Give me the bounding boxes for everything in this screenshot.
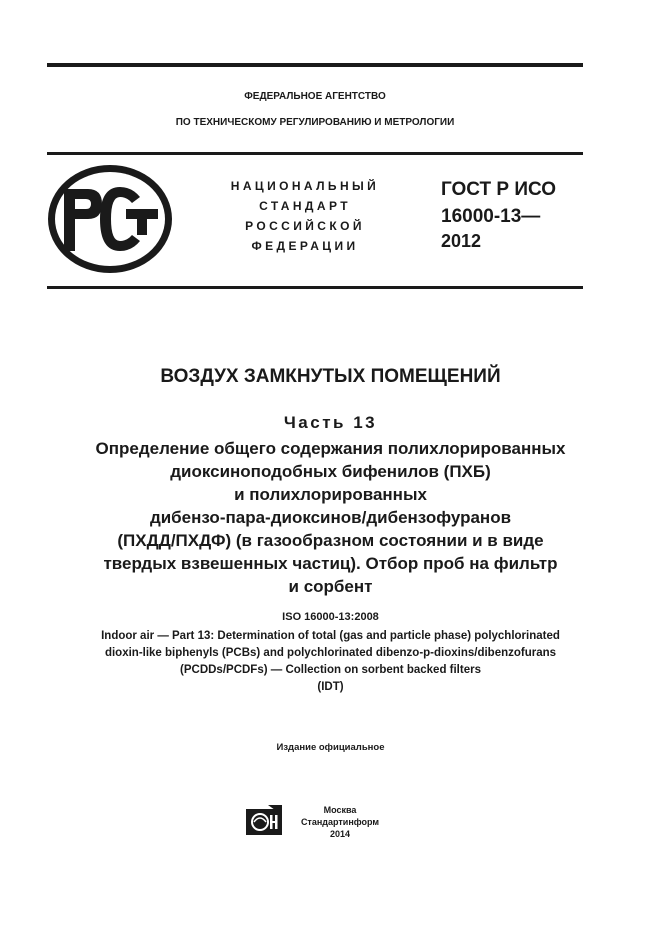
subtitle-line: и сорбент bbox=[288, 577, 373, 596]
edition-note: Издание официальное bbox=[276, 742, 385, 753]
designation-line-1: ГОСТ Р ИСО bbox=[441, 179, 557, 200]
rst-logo-icon bbox=[44, 161, 176, 277]
designation-line-2: 16000-13— bbox=[441, 206, 541, 227]
english-title-line: dioxin-like biphenyls (PCBs) and polychlorinated dibenzo-p-dioxins/dibenzofurans bbox=[104, 647, 557, 659]
standartinform-logo-icon bbox=[246, 805, 282, 835]
standard-type-line: НАЦИОНАЛЬНЫЙ bbox=[230, 179, 380, 193]
designation-year: 2012 bbox=[441, 231, 482, 251]
standard-type-line: СТАНДАРТ bbox=[259, 199, 351, 213]
subtitle-line: диоксиноподобных бифенилов (ПХБ) bbox=[170, 462, 491, 481]
english-title-line: Indoor air — Part 13: Determination of total (gas and particle phase) polychlorinated bbox=[101, 630, 560, 642]
standard-designation bbox=[441, 176, 556, 252]
publisher-city: Москва bbox=[323, 805, 357, 815]
document-subtitle bbox=[30, 437, 631, 598]
document-title: ВОЗДУХ ЗАМКНУТЫХ ПОМЕЩЕНИЙ bbox=[160, 366, 501, 387]
standard-type-line: ФЕДЕРАЦИИ bbox=[251, 239, 359, 253]
standard-type-line: РОССИЙСКОЙ bbox=[245, 219, 365, 233]
agency-line-2: ПО ТЕХНИЧЕСКОМУ РЕГУЛИРОВАНИЮ И МЕТРОЛОГИИ bbox=[175, 117, 455, 128]
english-title-line: (PCDDs/PCDFs) — Collection on sorbent backed filters bbox=[180, 664, 481, 676]
top-rule bbox=[47, 63, 583, 67]
english-title bbox=[10, 628, 651, 696]
publisher-name: Стандартинформ bbox=[300, 817, 380, 827]
english-title-line: (IDT) bbox=[317, 681, 344, 693]
subtitle-line: (ПХДД/ПХДФ) (в газообразном состоянии и в виде bbox=[117, 531, 544, 550]
subtitle-line: твердых взвешенных частиц). Отбор проб на фильтр bbox=[103, 554, 558, 573]
header-rule bbox=[47, 152, 583, 155]
agency-line-1: ФЕДЕРАЛЬНОЕ АГЕНТСТВО bbox=[244, 91, 386, 102]
standard-type bbox=[200, 176, 410, 256]
publication-year: 2014 bbox=[329, 829, 351, 839]
subtitle-line: и полихлорированных bbox=[234, 485, 427, 504]
publisher-info bbox=[290, 804, 390, 840]
subtitle-line: Определение общего содержания полихлорированных bbox=[95, 439, 566, 458]
title-rule bbox=[47, 286, 583, 289]
part-number: Часть 13 bbox=[283, 413, 378, 432]
subtitle-line: дибензо-пара-диоксинов/дибензофуранов bbox=[149, 508, 512, 527]
iso-reference: ISO 16000-13:2008 bbox=[282, 611, 379, 623]
